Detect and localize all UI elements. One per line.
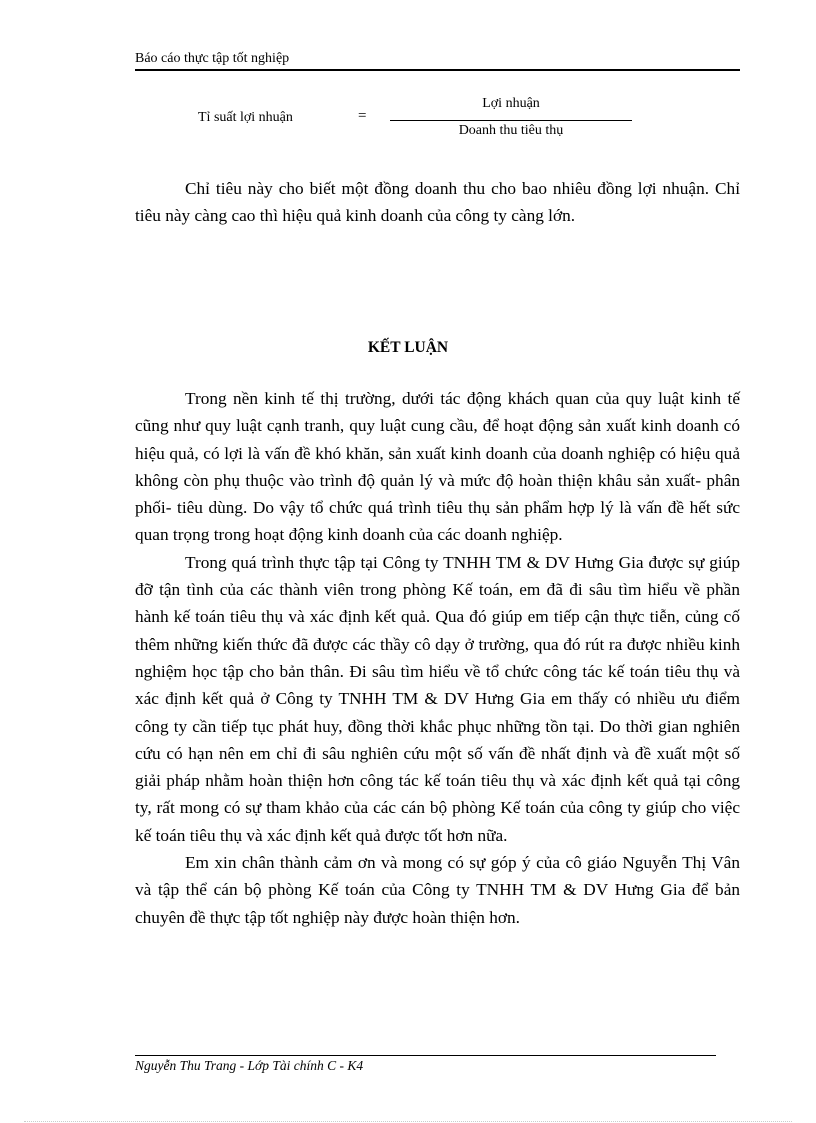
formula-lhs: Tỉ suất lợi nhuận (198, 110, 293, 125)
page-footer: Nguyễn Thu Trang - Lớp Tài chính C - K4 (135, 1058, 364, 1073)
conclusion-paragraph-3: Em xin chân thành cảm ơn và mong có sự góp ý của cô giáo Nguyễn Thị Vân và tập thể cán bộ phòng Kế toán của Công ty TNHH TM & DV Hưng Gia để bản chuyên đề thực tập tốt nghiệp này được hoàn thiện hơn. (135, 853, 740, 927)
fraction-bar (390, 120, 632, 121)
intro-text (135, 175, 740, 230)
conclusion-body (135, 385, 740, 931)
conclusion-heading: KẾT LUẬN (367, 339, 449, 356)
formula-equals: = (358, 108, 367, 124)
profit-ratio-formula (0, 96, 816, 144)
formula-numerator: Lợi nhuận (482, 96, 540, 111)
conclusion-paragraph-2: Trong quá trình thực tập tại Công ty TNHH TM & DV Hưng Gia được sự giúp đỡ tận tình của các thành viên trong phòng Kế toán, em đã đi sâu tìm hiểu về phần hành kế toán tiêu thụ và xác định kết quả. Qua đó giúp em tiếp cận thực tiễn, củng cố thêm những kiến thức đã được các thầy cô dạy ở trường, qua đó rút ra được nhiều kinh nghiệm học tập cho bản thân. Đi sâu tìm hiểu về tổ chức công tác kế toán tiêu thụ và xác định kết quả ở Công ty TNHH TM & DV Hưng Gia em thấy có nhiều ưu điểm công ty cần tiếp tục phát huy, đồng thời khắc phục những tồn tại. Do thời gian nghiên cứu có hạn nên em chỉ đi sâu nghiên cứu một số vấn đề nhất định và đề xuất một số giải pháp nhằm hoàn thiện hơn công tác kế toán tiêu thụ và xác định kết quả tại công ty, rất mong có sự tham khảo của các cán bộ phòng Kế toán của công ty giúp cho việc kế toán tiêu thụ và xác định kết quả được tốt hơn nữa. (135, 552, 740, 845)
footer-divider (135, 1055, 716, 1056)
page-header: Báo cáo thực tập tốt nghiệp (135, 50, 740, 71)
intro-paragraph: Chỉ tiêu này cho biết một đồng doanh thu cho bao nhiêu đồng lợi nhuận. Chỉ tiêu này càng cao thì hiệu quả kinh doanh của công ty càng lớn. (135, 179, 740, 226)
formula-denominator: Doanh thu tiêu thụ (458, 123, 564, 138)
page-edge (24, 1121, 792, 1122)
conclusion-paragraph-1: Trong nền kinh tế thị trường, dưới tác động khách quan của quy luật kinh tế cũng như quy luật cạnh tranh, quy luật cung cầu, để hoạt động sản xuất kinh doanh có hiệu quả, có lợi là vấn đề khó khăn, sản xuất kinh doanh của doanh nghiệp có hiệu quả không còn phụ thuộc vào trình độ quản lý và mức độ hoàn thiện khâu sản xuất- phân phối- tiêu dùng. Do vậy tổ chức quá trình tiêu thụ sản phẩm hợp lý là vấn đề hết sức quan trọng trong hoạt động kinh doanh của các doanh nghiệp. (135, 389, 740, 545)
